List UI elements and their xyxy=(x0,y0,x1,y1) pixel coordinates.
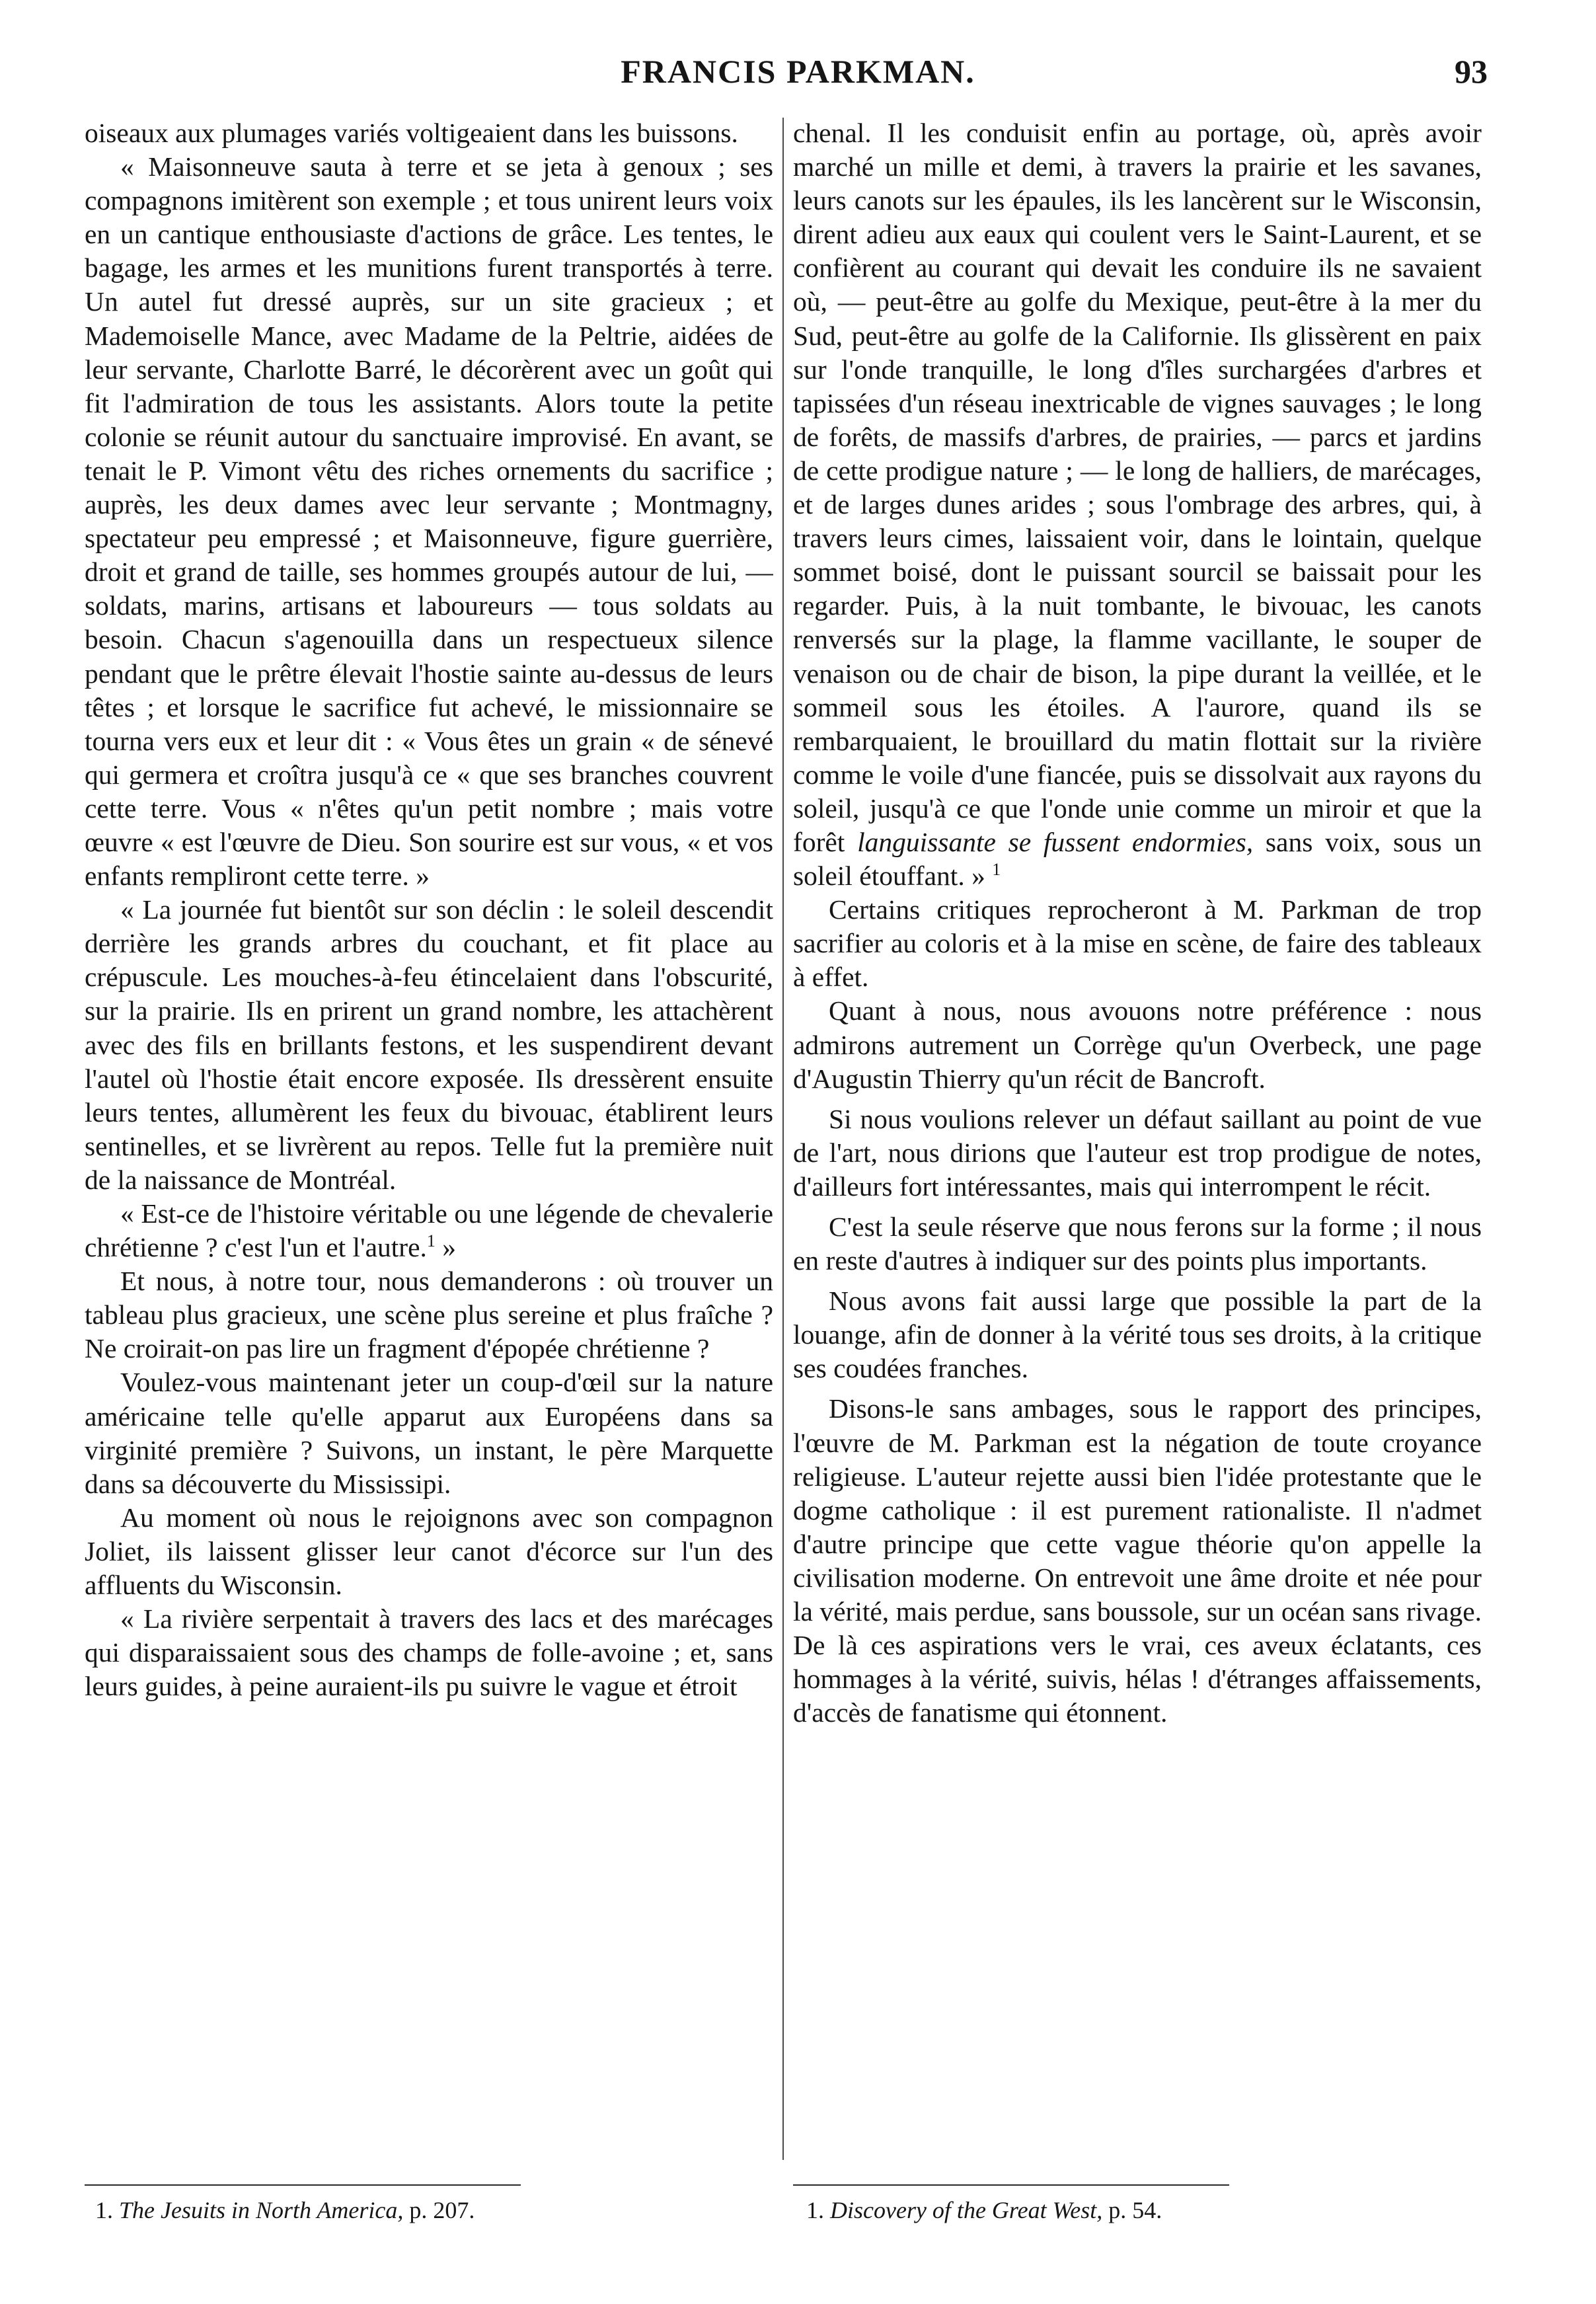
paragraph: Quant à nous, nous avouons notre préférence : nous admirons autrement un Corrège qu'un Overbeck, une page d'Augustin Thierry qu'un récit de Bancroft. xyxy=(793,995,1482,1094)
footnote-title: Discovery of the Great West, xyxy=(830,2197,1103,2223)
paragraph: « Maisonneuve sauta à terre et se jeta à genoux ; ses compagnons imitèrent son exemple ; et tous unirent leurs voix en un cantique enthousiaste d'actions de grâce. Les tentes, le bagage, les armes et les munitions furent transportés à terre. Un autel fut dressé auprès, sur un site gracieux ; et Mademoiselle Mance, avec Madame de la Peltrie, aidées de leur servante, Charlotte Barré, le décorèrent avec un goût qui fit l'admiration de tous les assistants. Alors toute la petite colonie se réunit autour du sanctuaire improvisé. En avant, se tenait le P. Vimont vêtu des riches ornements du sacrifice ; auprès, les deux dames avec leur servante ; Montmagny, spectateur peu empressé ; et Maisonneuve, figure guerrière, droit et grand de taille, ses hommes groupés autour de lui, — soldats, marins, artisans et laboureurs — tous soldats au besoin. Chacun s'agenouilla dans un respectueux silence pendant que le prêtre élevait l'hostie sainte au-dessus de leurs têtes ; et lorsque le sacrifice fut achevé, le missionnaire se tourna vers eux et leur dit : « Vous êtes un grain « de sénevé qui germera et croîtra jusqu'à ce « que ses branches couvrent cette terre. Vous « n'êtes qu'un petit nombre ; mais votre œuvre « est l'œuvre de Dieu. Son sourire est sur vous, « et vos enfants rempliront cette terre. » xyxy=(85,151,773,892)
footnote-rule-left xyxy=(85,2184,521,2186)
running-header-title: FRANCIS PARKMAN. xyxy=(621,53,975,90)
left-column xyxy=(85,116,773,2172)
paragraph: Si nous voulions relever un défaut saillant au point de vue de l'art, nous dirions que l'auteur est trop prodigue de notes, d'ailleurs fort intéressantes, mais qui interrompent le récit. xyxy=(793,1103,1482,1202)
footnote-page: p. 207. xyxy=(403,2197,475,2223)
footnote-rule-right xyxy=(793,2184,1229,2186)
footnote-number: 1. xyxy=(806,2197,824,2223)
footnote-title: The Jesuits in North America, xyxy=(119,2197,404,2223)
closing-quote: » xyxy=(435,1232,457,1263)
paragraph: « La journée fut bientôt sur son déclin : le soleil descendit derrière les grands arbres du couchant, et fit place au crépuscule. Les mouches-à-feu étincelaient dans l'obscurité, sur la prairie. Ils en prirent un grand nombre, les attachèrent avec des fils en brillants festons, et les suspendirent devant l'autel où l'hostie était encore exposée. Ils dressèrent ensuite leurs tentes, allumèrent les feux du bivouac, établirent leurs sentinelles, et se livrèrent au repos. Telle fut la première nuit de la naissance de Montréal. xyxy=(85,894,773,1195)
paragraph: Certains critiques reprocheront à M. Parkman de trop sacrifier au coloris et à la mise en scène, de faire des tableaux à effet. xyxy=(793,894,1482,993)
paragraph-end: sans voix, sous un soleil étouffant. » xyxy=(793,826,1482,892)
footnote-marker: 1 xyxy=(992,860,1001,880)
footnote-right xyxy=(806,2196,1162,2225)
paragraph xyxy=(793,116,1482,893)
paragraph xyxy=(85,1197,773,1264)
page-number: 93 xyxy=(1455,53,1488,90)
right-column xyxy=(793,116,1482,2172)
footnote-number: 1. xyxy=(95,2197,113,2223)
footnote-marker: 1 xyxy=(426,1231,436,1251)
paragraph-text: chenal. Il les conduisit enfin au portage, où, après avoir marché un mille et demi, à travers la prairie et les savanes, leurs canots sur les épaules, ils les lancèrent sur le Wisconsin, dirent adieu aux eaux qui coulent vers le Saint-Laurent, et se confièrent au courant qui devait les conduire ils ne savaient où, — peut-être au golfe du Mexique, peut-être à la mer du Sud, peut-être au golfe de la Californie. Ils glissèrent en paix sur l'onde tranquille, le long d'îles surchargées d'arbres et tapissées d'un réseau inextricable de vignes sauvages ; le long de forêts, de massifs d'arbres, de prairies, — parcs et jardins de cette prodigue nature ; — le long de halliers, de marécages, et de larges dunes arides ; sous l'ombrage des arbres, qui, à travers leurs cimes, laissaient voir, dans le lointain, quelque sommet boisé, dont le puissant sourcil se baissait pour les regarder. Puis, à la nuit tombante, le bivouac, les canots renversés sur la plage, la flamme vacillante, le souper de venaison ou de chair de bison, la pipe durant la veillée, et le sommeil sous les étoiles. A l'aurore, quand ils se rembarquaient, le brouillard du matin flottait sur la rivière comme le voile d'une fiancée, puis se dissolvait aux rayons du soleil, jusqu'à ce que l'onde unie comme un miroir et que la forêt xyxy=(793,118,1482,857)
paragraph: oiseaux aux plumages variés voltigeaient dans les buissons. xyxy=(85,118,738,148)
paragraph: Disons-le sans ambages, sous le rapport des principes, l'œuvre de M. Parkman est la négation de toute croyance religieuse. L'auteur rejette aussi bien l'idée protestante que le dogme catholique : il est purement rationaliste. Il n'admet d'autre principe que cette vague théorie qu'on appelle la civilisation moderne. On entrevoit une âme droite et née pour la vérité, mais perdue, sans boussole, sur un océan sans rivage. De là ces aspirations vers le vrai, ces aveux éclatants, ces hommages à la vérité, suivis, hélas ! d'étranges affaissements, d'accès de fanatisme qui étonnent. xyxy=(793,1393,1482,1728)
paragraph: Nous avons fait aussi large que possible la part de la louange, afin de donner à la vérité tous ses droits, à la critique ses coudées franches. xyxy=(793,1286,1482,1384)
paragraph-text: « Est-ce de l'histoire véritable ou une légende de chevalerie chrétienne ? c'est l'un et l'autre. xyxy=(85,1198,773,1263)
paragraph: Au moment où nous le rejoignons avec son compagnon Joliet, ils laissent glisser leur canot d'écorce sur l'un des affluents du Wisconsin. xyxy=(85,1502,773,1601)
paragraph: Et nous, à notre tour, nous demanderons : où trouver un tableau plus gracieux, une scène plus sereine et plus fraîche ? Ne croirait-on pas lire un fragment d'épopée chrétienne ? xyxy=(85,1266,773,1364)
italic-phrase: languissante se fussent endormies, xyxy=(857,826,1254,857)
column-divider xyxy=(782,118,784,2160)
paragraph: « La rivière serpentait à travers des lacs et des marécages qui disparaissaient sous des champs de folle-avoine ; et, sans leurs guides, à peine auraient-ils pu suivre le vague et étroit xyxy=(85,1603,773,1702)
paragraph: Voulez-vous maintenant jeter un coup-d'œil sur la nature américaine telle qu'elle apparut aux Européens dans sa virginité première ? Suivons, un instant, le père Marquette dans sa découverte du Mississipi. xyxy=(85,1367,773,1499)
footnote-page: p. 54. xyxy=(1102,2197,1162,2223)
paragraph: C'est la seule réserve que nous ferons sur la forme ; il nous en reste d'autres à indiquer sur des points plus importants. xyxy=(793,1211,1482,1276)
footnote-left xyxy=(95,2196,475,2225)
